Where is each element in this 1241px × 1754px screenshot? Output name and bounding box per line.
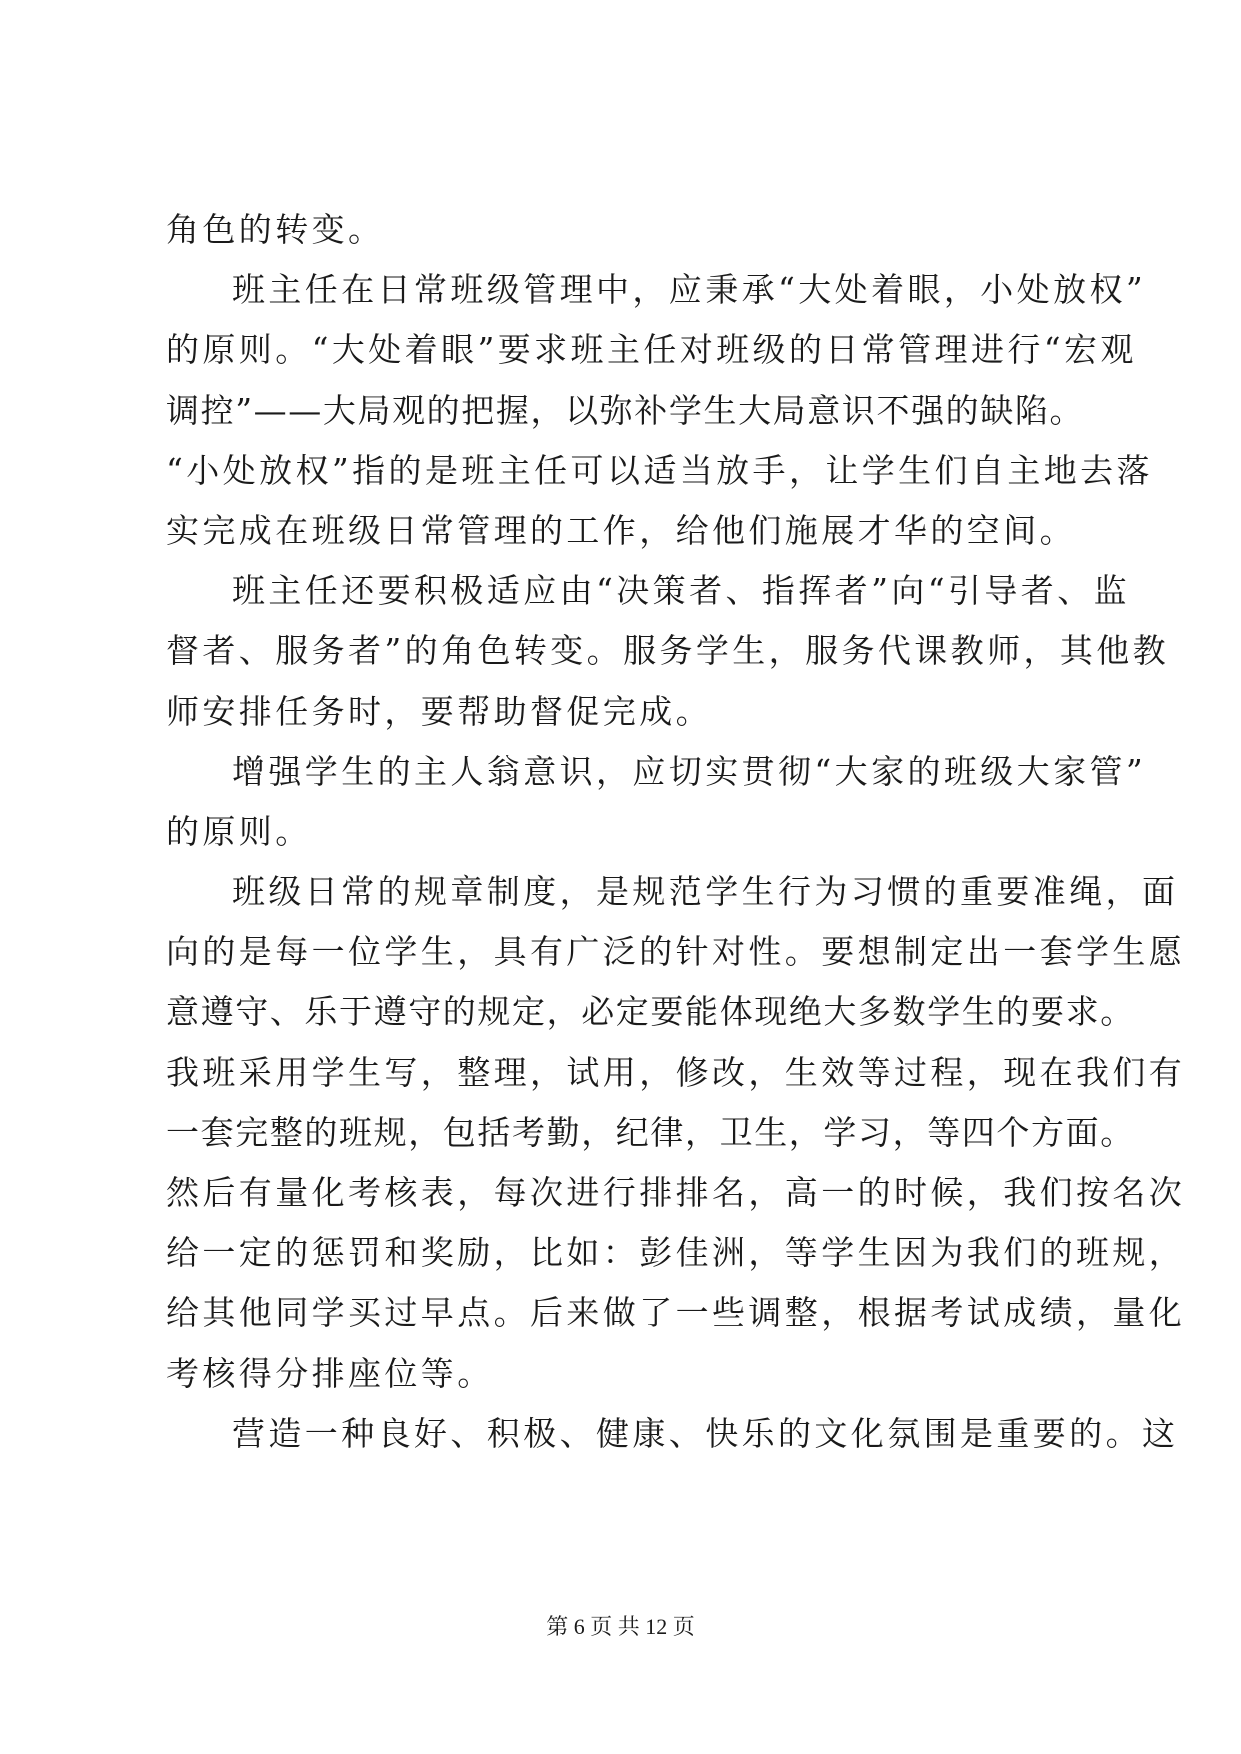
text-line: 班主任还要积极适应由“决策者、指挥者”向“引导者、监 bbox=[232, 571, 1131, 611]
text-line: 督者、服务者”的角色转变。服务学生，服务代课教师，其他教 bbox=[166, 631, 1170, 671]
text-line: 考核得分排座位等。 bbox=[166, 1353, 494, 1393]
text-line: “小处放权”指的是班主任可以适当放手，让学生们自主地去落 bbox=[166, 450, 1153, 490]
text-line: 一套完整的班规，包括考勤，纪律，卫生，学习，等四个方面。 bbox=[166, 1112, 1135, 1152]
text-line: 然后有量化考核表，每次进行排排名，高一的时候，我们按名次 bbox=[166, 1173, 1186, 1212]
text-line: 的原则。“大处着眼”要求班主任对班级的日常管理进行“宏观 bbox=[166, 330, 1137, 370]
document-body bbox=[166, 200, 1186, 1464]
text-line: 给其他同学买过早点。后来做了一些调整，根据考试成绩，量化 bbox=[166, 1293, 1186, 1333]
text-line: 营造一种良好、积极、健康、快乐的文化氛围是重要的。这 bbox=[232, 1413, 1179, 1453]
text-line: 的原则。 bbox=[166, 811, 312, 851]
text-line: 我班采用学生写，整理，试用，修改，生效等过程，现在我们有 bbox=[166, 1052, 1186, 1092]
text-line: 意遵守、乐于遵守的规定，必定要能体现绝大多数学生的要求。 bbox=[166, 992, 1135, 1032]
page-number-footer: 第 6 页 共 12 页 bbox=[546, 1614, 695, 1639]
text-line: 实完成在班级日常管理的工作，给他们施展才华的空间。 bbox=[166, 510, 1076, 550]
text-line: 调控”——大局观的把握，以弥补学生大局意识不强的缺陷。 bbox=[166, 390, 1085, 430]
text-line: 班主任在日常班级管理中，应秉承“大处着眼，小处放权” bbox=[232, 270, 1147, 310]
text-line: 向的是每一位学生，具有广泛的针对性。要想制定出一套学生愿 bbox=[166, 932, 1186, 972]
text-line: 角色的转变。 bbox=[166, 210, 385, 249]
text-line: 给一定的惩罚和奖励，比如：彭佳洲，等学生因为我们的班规， bbox=[166, 1233, 1186, 1273]
text-line: 增强学生的主人翁意识，应切实贯彻“大家的班级大家管” bbox=[232, 751, 1147, 791]
text-line: 师安排任务时，要帮助督促完成。 bbox=[166, 691, 712, 731]
text-line: 班级日常的规章制度，是规范学生行为习惯的重要准绳，面 bbox=[232, 872, 1179, 912]
